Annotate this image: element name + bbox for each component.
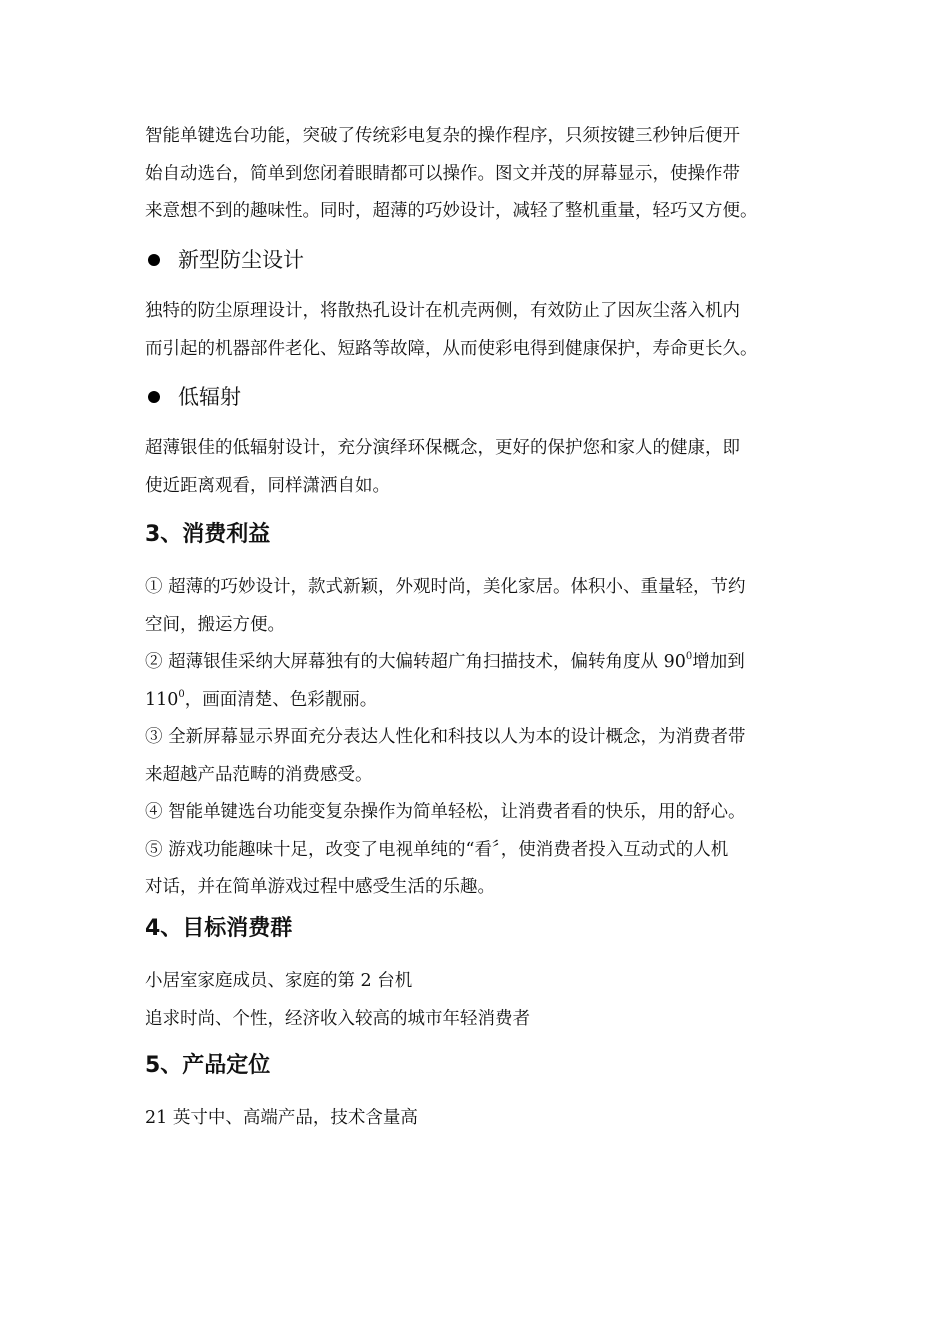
section4-paragraph — [145, 963, 810, 1038]
text-line: 使近距离观看，同样潇洒自如。 — [145, 475, 390, 496]
list-item-line: 对话，并在简单游戏过程中感受生活的乐趣。 — [145, 877, 495, 897]
section3-heading: 3、消费利益 — [145, 522, 271, 547]
list-item-line: 来超越产品范畴的消费感受。 — [145, 764, 373, 785]
text-line: 而引起的机器部件老化、短路等故障，从而使彩电得到健康保护，寿命更长久。 — [145, 338, 758, 359]
superscript: 0 — [685, 651, 693, 663]
text-line: 21 英寸中、高端产品，技术含量高 — [145, 1108, 418, 1128]
superscript: 0 — [178, 688, 185, 700]
list-item-line — [145, 682, 810, 720]
section3-list — [145, 569, 810, 907]
section5-heading: 5、产品定位 — [145, 1053, 271, 1078]
section5-paragraph — [145, 1100, 810, 1138]
item2-line2-text: 110 — [145, 689, 179, 710]
text-line: 追求时尚、个性，经济收入较高的城市年轻消费者 — [145, 1008, 530, 1029]
text-line: 超薄银佳的低辐射设计，充分演绎环保概念，更好的保护您和家人的健康，即 — [145, 438, 740, 458]
list-item-line — [145, 644, 810, 682]
bullet-dot-icon — [148, 254, 160, 266]
list-item-line: ④ 智能单键选台功能变复杂操作为简单轻松，让消费者看的快乐，用的舒心。 — [145, 802, 746, 822]
section4-heading: 4、目标消费群 — [145, 916, 293, 941]
list-item-line: ③ 全新屏幕显示界面充分表达人性化和科技以人为本的设计概念，为消费者带 — [145, 727, 746, 747]
text-line: 独特的防尘原理设计，将散热孔设计在机壳两侧，有效防止了因灰尘落入机内 — [145, 301, 740, 321]
text-line: 始自动选台，简单到您闭着眼睛都可以操作。图文并茂的屏幕显示，使操作带 — [145, 163, 740, 184]
list-item-line: 空间，搬运方便。 — [145, 614, 285, 635]
feature-radiation-heading-text: 低辐射 — [178, 385, 241, 409]
list-item-line: ① 超薄的巧妙设计，款式新颖，外观时尚，美化家居。体积小、重量轻，节约 — [145, 577, 746, 597]
text-line: 小居室家庭成员、家庭的第 2 台机 — [145, 971, 413, 991]
text-line: 智能单键选台功能，突破了传统彩电复杂的操作程序，只须按键三秒钟后便开 — [145, 126, 740, 146]
feature-dust-heading-text: 新型防尘设计 — [178, 248, 304, 272]
item2-line1-text: ② 超薄银佳采纳大屏幕独有的大偏转超广角扫描技术，偏转角度从 90 — [145, 652, 686, 672]
bullet-dot-icon — [148, 391, 160, 403]
item2-line2-end: ，画面清楚、色彩靓丽。 — [184, 689, 378, 710]
list-item-line: ⑤ 游戏功能趣味十足，改变了电视单纯的“看〞，使消费者投入互动式的人机 — [145, 839, 729, 860]
item2-line1-end: 增加到 — [692, 652, 745, 672]
intro-paragraph — [145, 118, 810, 231]
text-line: 来意想不到的趣味性。同时，超薄的巧妙设计，减轻了整机重量，轻巧又方便。 — [145, 201, 758, 221]
feature-dust-paragraph — [145, 293, 810, 368]
feature-radiation-paragraph — [145, 430, 810, 505]
